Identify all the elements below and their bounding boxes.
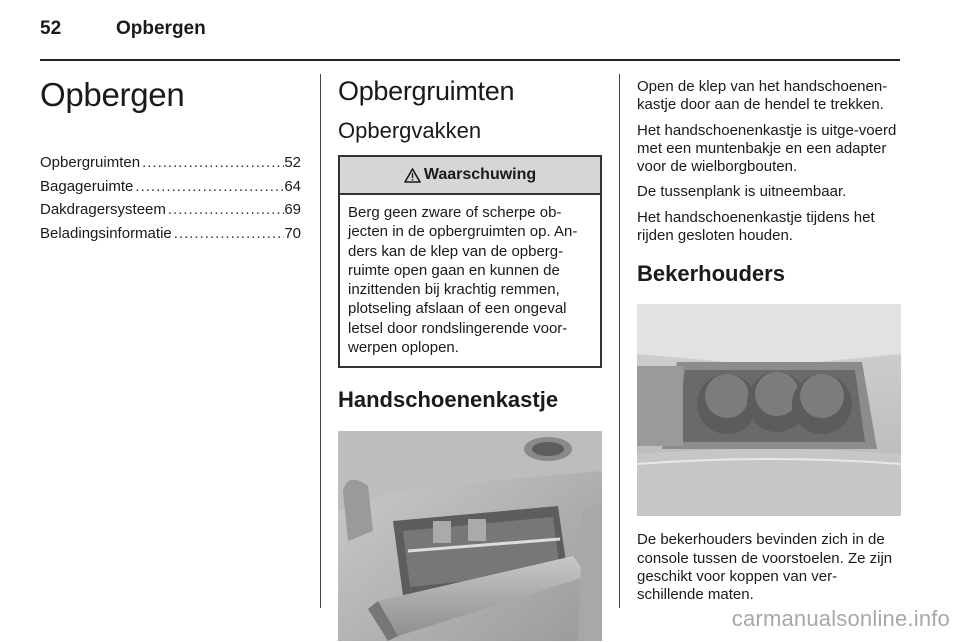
warning-header [340,157,600,195]
cupholder-paragraph: De bekerhouders bevinden zich in de console tussen de voorstoelen. Ze zijn geschikt voor koppen van ver-schillende maten. [637,531,893,604]
cupholder-title: Bekerhouders [637,261,785,287]
warning-text: Berg geen zware of scherpe ob-jecten in de opbergruimten op. An-ders kan de klep van de opberg-ruimte open gaan en kunnen de inzittenden bij krachtig remmen, plotseling afslaan of een ongeval letsel door rondslingerende voor-werpen oplopen. [348,204,578,357]
toc-item-label: Opbergruimten [40,154,141,171]
warning-box [338,155,602,368]
watermark: carmanualsonline.info [731,606,950,631]
glovebox-paragraph: Open de klep van het handschoenen-kastje door aan de hendel te trekken. [637,78,888,114]
toc-item-page: 64 [284,177,301,195]
right-column [637,78,901,605]
toc-item[interactable] [40,151,301,175]
subsection-title: Opbergvakken [338,118,482,143]
toc-item-label: Dakdragersysteem [40,201,166,218]
toc-item-page: 69 [284,201,301,218]
toc-leader-dots [133,175,284,199]
glovebox-paragraph: Het handschoenenkastje tijdens het rijden gesloten houden. [637,208,875,245]
glovebox-illustration [338,431,602,641]
chapter-contents-column [40,76,301,245]
column-divider-left [320,74,321,608]
toc-item-page: 52 [284,154,301,171]
toc-item-label: Beladingsinformatie [40,224,172,242]
storage-section-column [338,76,602,641]
toc-item[interactable] [40,175,301,199]
column-divider-right [619,74,620,608]
warning-heading: Waarschuwing [423,166,537,183]
toc-item-label: Bagageruimte [40,177,134,195]
toc-item[interactable] [40,222,301,246]
chapter-title: Opbergen [40,76,185,113]
running-title: Opbergen [116,18,206,39]
glovebox-paragraph: De tussenplank is uitneembaar. [637,183,847,201]
toc-item[interactable] [40,198,301,222]
warning-triangle-icon [404,168,421,183]
toc-item-page: 70 [284,224,301,242]
page-number: 52 [40,18,62,39]
glovebox-title: Handschoenenkastje [338,387,559,413]
glovebox-paragraph: Het handschoenenkastje is uitge-voerd met een muntenbakje en een adapter voor de wielborgbouten. [637,121,897,176]
section-title: Opbergruimten [338,76,515,106]
toc-leader-dots [140,151,284,175]
cupholder-illustration [637,304,901,516]
toc-leader-dots [172,222,285,246]
table-of-contents [40,151,301,245]
toc-leader-dots [166,198,284,222]
header-divider [40,59,900,61]
